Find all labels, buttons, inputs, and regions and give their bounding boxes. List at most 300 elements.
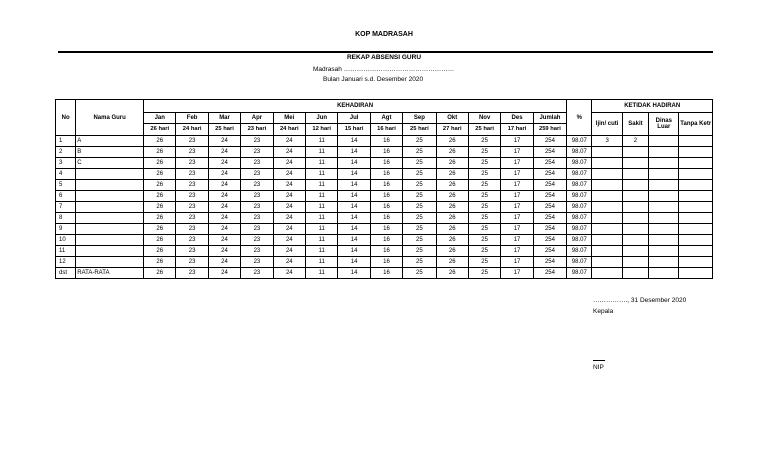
cell-value: 23 <box>176 169 208 180</box>
days-header: 23 hari <box>241 124 273 136</box>
cell-tanpa <box>679 180 713 191</box>
cell-value: 11 <box>306 136 338 147</box>
cell-ijin <box>592 169 622 180</box>
cell-no: 11 <box>56 246 76 257</box>
cell-pct: 98.07 <box>567 202 592 213</box>
cell-value: 24 <box>273 224 305 235</box>
table-row <box>56 191 713 202</box>
cell-tanpa <box>679 268 713 279</box>
cell-value: 11 <box>306 213 338 224</box>
header-kehadiran: KEHADIRAN <box>144 100 567 113</box>
cell-value: 25 <box>468 268 500 279</box>
cell-value: 16 <box>370 191 402 202</box>
cell-value: 26 <box>144 213 176 224</box>
cell-dinas <box>649 169 679 180</box>
cell-value: 254 <box>533 257 566 268</box>
cell-no: 1 <box>56 136 76 147</box>
cell-value: 254 <box>533 246 566 257</box>
cell-value: 26 <box>144 180 176 191</box>
cell-value: 23 <box>241 158 273 169</box>
cell-pct: 98.07 <box>567 136 592 147</box>
cell-value: 23 <box>241 224 273 235</box>
cell-ijin <box>592 235 622 246</box>
cell-value: 14 <box>338 202 370 213</box>
cell-value: 23 <box>176 191 208 202</box>
cell-value: 26 <box>144 136 176 147</box>
days-header: 15 hari <box>338 124 370 136</box>
cell-pct: 98.07 <box>567 169 592 180</box>
cell-value: 25 <box>403 180 436 191</box>
cell-no: dst <box>56 268 76 279</box>
header-nama-guru: Nama Guru <box>76 100 144 136</box>
cell-pct: 98.07 <box>567 180 592 191</box>
cell-value: 24 <box>208 147 240 158</box>
cell-value: 11 <box>306 169 338 180</box>
cell-value: 14 <box>338 246 370 257</box>
cell-value: 14 <box>338 158 370 169</box>
table-row <box>56 235 713 246</box>
cell-value: 11 <box>306 202 338 213</box>
cell-value: 26 <box>144 224 176 235</box>
cell-dinas <box>649 224 679 235</box>
days-header: 25 hari <box>468 124 500 136</box>
cell-value: 23 <box>241 147 273 158</box>
cell-value: 26 <box>144 169 176 180</box>
cell-sakit <box>622 202 648 213</box>
cell-value: 254 <box>533 268 566 279</box>
cell-value: 24 <box>273 257 305 268</box>
cell-value: 11 <box>306 246 338 257</box>
cell-value: 14 <box>338 169 370 180</box>
cell-dinas <box>649 213 679 224</box>
cell-value: 16 <box>370 235 402 246</box>
header-ketidak-hadiran: KETIDAK HADIRAN <box>592 100 713 113</box>
cell-no: 9 <box>56 224 76 235</box>
cell-value: 26 <box>436 235 468 246</box>
cell-value: 26 <box>436 169 468 180</box>
cell-value: 14 <box>338 235 370 246</box>
cell-value: 11 <box>306 257 338 268</box>
cell-value: 24 <box>208 136 240 147</box>
ketidak-header: Dinas Luar <box>649 113 679 136</box>
cell-ijin: 3 <box>592 136 622 147</box>
cell-no: 4 <box>56 169 76 180</box>
cell-dinas <box>649 180 679 191</box>
cell-value: 11 <box>306 191 338 202</box>
cell-ijin <box>592 224 622 235</box>
cell-value: 26 <box>436 202 468 213</box>
cell-value: 254 <box>533 180 566 191</box>
cell-value: 24 <box>208 268 240 279</box>
month-header: Feb <box>176 113 208 124</box>
cell-value: 17 <box>501 136 533 147</box>
cell-value: 25 <box>468 180 500 191</box>
header-no: No <box>56 100 76 136</box>
days-header: 25 hari <box>403 124 436 136</box>
cell-ijin <box>592 257 622 268</box>
cell-value: 26 <box>436 257 468 268</box>
month-header: Des <box>501 113 533 124</box>
cell-ijin <box>592 180 622 191</box>
cell-sakit <box>622 158 648 169</box>
cell-value: 25 <box>403 257 436 268</box>
cell-value: 254 <box>533 213 566 224</box>
cell-pct: 98.07 <box>567 158 592 169</box>
cell-value: 25 <box>468 136 500 147</box>
cell-value: 11 <box>306 180 338 191</box>
cell-dinas <box>649 202 679 213</box>
cell-pct: 98.07 <box>567 147 592 158</box>
cell-value: 24 <box>208 191 240 202</box>
cell-value: 16 <box>370 246 402 257</box>
cell-value: 23 <box>176 136 208 147</box>
cell-value: 16 <box>370 213 402 224</box>
cell-value: 24 <box>273 158 305 169</box>
days-header: 24 hari <box>176 124 208 136</box>
cell-nama <box>76 246 144 257</box>
cell-value: 25 <box>403 147 436 158</box>
cell-tanpa <box>679 235 713 246</box>
cell-no: 2 <box>56 147 76 158</box>
cell-value: 25 <box>403 136 436 147</box>
cell-value: 24 <box>208 169 240 180</box>
cell-value: 26 <box>144 235 176 246</box>
cell-value: 14 <box>338 191 370 202</box>
cell-value: 254 <box>533 224 566 235</box>
cell-ijin <box>592 191 622 202</box>
cell-dinas <box>649 268 679 279</box>
cell-value: 26 <box>436 213 468 224</box>
month-header: Jul <box>338 113 370 124</box>
cell-value: 17 <box>501 147 533 158</box>
madrasah-line: Madrasah …………………………………………… <box>313 66 455 73</box>
cell-value: 16 <box>370 257 402 268</box>
cell-value: 26 <box>436 147 468 158</box>
ketidak-header: Tanpa Ketr <box>679 113 713 136</box>
cell-pct: 98.07 <box>567 268 592 279</box>
table-row <box>56 257 713 268</box>
cell-value: 26 <box>144 147 176 158</box>
cell-no: 5 <box>56 180 76 191</box>
cell-sakit <box>622 235 648 246</box>
cell-value: 26 <box>144 191 176 202</box>
cell-tanpa <box>679 257 713 268</box>
cell-value: 26 <box>144 202 176 213</box>
cell-no: 10 <box>56 235 76 246</box>
table-row <box>56 169 713 180</box>
cell-nama <box>76 202 144 213</box>
cell-sakit <box>622 224 648 235</box>
cell-tanpa <box>679 136 713 147</box>
signature-line <box>593 360 605 361</box>
cell-value: 11 <box>306 158 338 169</box>
cell-dinas <box>649 246 679 257</box>
cell-value: 26 <box>436 158 468 169</box>
cell-value: 23 <box>176 224 208 235</box>
cell-sakit <box>622 180 648 191</box>
days-header: 26 hari <box>144 124 176 136</box>
cell-value: 24 <box>208 235 240 246</box>
cell-value: 11 <box>306 268 338 279</box>
cell-value: 23 <box>176 257 208 268</box>
cell-value: 23 <box>241 136 273 147</box>
cell-value: 23 <box>176 213 208 224</box>
cell-value: 23 <box>241 191 273 202</box>
cell-sakit <box>622 147 648 158</box>
month-header: Agt <box>370 113 402 124</box>
cell-sakit <box>622 191 648 202</box>
cell-nama: C <box>76 158 144 169</box>
cell-value: 25 <box>403 213 436 224</box>
cell-value: 25 <box>468 202 500 213</box>
cell-value: 25 <box>403 268 436 279</box>
cell-value: 24 <box>208 257 240 268</box>
cell-value: 26 <box>144 257 176 268</box>
cell-value: 24 <box>273 180 305 191</box>
cell-value: 26 <box>144 268 176 279</box>
cell-pct: 98.07 <box>567 191 592 202</box>
cell-value: 254 <box>533 169 566 180</box>
cell-no: 12 <box>56 257 76 268</box>
cell-value: 14 <box>338 257 370 268</box>
cell-nama <box>76 235 144 246</box>
cell-tanpa <box>679 224 713 235</box>
cell-value: 24 <box>273 169 305 180</box>
cell-value: 254 <box>533 147 566 158</box>
cell-value: 25 <box>403 169 436 180</box>
table-row <box>56 180 713 191</box>
cell-value: 26 <box>144 158 176 169</box>
cell-value: 254 <box>533 136 566 147</box>
cell-value: 17 <box>501 169 533 180</box>
cell-value: 26 <box>436 191 468 202</box>
cell-value: 254 <box>533 235 566 246</box>
table-row <box>56 202 713 213</box>
cell-value: 24 <box>273 213 305 224</box>
cell-value: 16 <box>370 169 402 180</box>
cell-pct: 98.07 <box>567 257 592 268</box>
cell-value: 25 <box>468 169 500 180</box>
cell-dinas <box>649 191 679 202</box>
month-header: Jun <box>306 113 338 124</box>
month-header: Okt <box>436 113 468 124</box>
cell-nama <box>76 169 144 180</box>
cell-value: 23 <box>241 169 273 180</box>
page-title: REKAP ABSENSI GURU <box>346 54 422 61</box>
month-header: Apr <box>241 113 273 124</box>
cell-value: 16 <box>370 180 402 191</box>
cell-value: 26 <box>436 136 468 147</box>
cell-value: 25 <box>468 257 500 268</box>
cell-sakit <box>622 169 648 180</box>
cell-ijin <box>592 158 622 169</box>
cell-value: 14 <box>338 180 370 191</box>
ketidak-header: Ijin/ cuti <box>592 113 622 136</box>
cell-value: 11 <box>306 147 338 158</box>
cell-value: 14 <box>338 224 370 235</box>
cell-value: 11 <box>306 224 338 235</box>
cell-value: 23 <box>176 246 208 257</box>
cell-value: 17 <box>501 224 533 235</box>
cell-value: 25 <box>403 224 436 235</box>
cell-value: 23 <box>241 246 273 257</box>
cell-value: 23 <box>241 235 273 246</box>
cell-sakit <box>622 246 648 257</box>
days-header: 17 hari <box>501 124 533 136</box>
cell-value: 25 <box>403 191 436 202</box>
cell-value: 23 <box>176 202 208 213</box>
table-row <box>56 246 713 257</box>
cell-dinas <box>649 235 679 246</box>
cell-value: 16 <box>370 158 402 169</box>
ketidak-header: Sakit <box>622 113 648 136</box>
signature-nip: NIP <box>593 364 604 371</box>
cell-value: 26 <box>436 180 468 191</box>
cell-sakit <box>622 268 648 279</box>
cell-value: 16 <box>370 224 402 235</box>
cell-value: 16 <box>370 202 402 213</box>
days-header: 259 hari <box>533 124 566 136</box>
cell-value: 23 <box>176 268 208 279</box>
cell-dinas <box>649 147 679 158</box>
cell-value: 26 <box>144 246 176 257</box>
cell-tanpa <box>679 213 713 224</box>
cell-value: 14 <box>338 147 370 158</box>
cell-value: 24 <box>273 246 305 257</box>
cell-tanpa <box>679 169 713 180</box>
cell-value: 17 <box>501 235 533 246</box>
cell-pct: 98.07 <box>567 246 592 257</box>
table-row <box>56 158 713 169</box>
cell-value: 17 <box>501 191 533 202</box>
cell-no: 7 <box>56 202 76 213</box>
cell-ijin <box>592 246 622 257</box>
cell-value: 26 <box>436 224 468 235</box>
cell-value: 23 <box>241 213 273 224</box>
month-header: Mar <box>208 113 240 124</box>
cell-value: 16 <box>370 147 402 158</box>
days-header: 25 hari <box>208 124 240 136</box>
cell-value: 24 <box>208 158 240 169</box>
cell-no: 3 <box>56 158 76 169</box>
cell-value: 24 <box>273 191 305 202</box>
cell-nama: B <box>76 147 144 158</box>
cell-value: 24 <box>273 235 305 246</box>
cell-value: 17 <box>501 246 533 257</box>
month-header: Jumlah <box>533 113 566 124</box>
cell-value: 25 <box>403 158 436 169</box>
cell-value: 26 <box>436 246 468 257</box>
cell-nama: RATA-RATA <box>76 268 144 279</box>
cell-sakit <box>622 213 648 224</box>
cell-tanpa <box>679 147 713 158</box>
cell-value: 23 <box>176 147 208 158</box>
cell-value: 25 <box>468 191 500 202</box>
table-row <box>56 224 713 235</box>
cell-value: 254 <box>533 158 566 169</box>
days-header: 24 hari <box>273 124 305 136</box>
cell-value: 23 <box>241 202 273 213</box>
cell-nama <box>76 213 144 224</box>
cell-value: 24 <box>208 202 240 213</box>
cell-value: 17 <box>501 202 533 213</box>
cell-nama <box>76 224 144 235</box>
cell-value: 25 <box>403 246 436 257</box>
cell-tanpa <box>679 202 713 213</box>
cell-value: 24 <box>273 147 305 158</box>
cell-value: 25 <box>468 147 500 158</box>
cell-no: 6 <box>56 191 76 202</box>
table-row <box>56 147 713 158</box>
cell-value: 23 <box>176 235 208 246</box>
cell-nama: A <box>76 136 144 147</box>
cell-ijin <box>592 213 622 224</box>
cell-value: 14 <box>338 268 370 279</box>
signature-date: ……………., 31 Desember 2020 <box>593 297 687 304</box>
header-pct: % <box>567 100 592 136</box>
cell-dinas <box>649 158 679 169</box>
cell-sakit <box>622 257 648 268</box>
days-header: 16 hari <box>370 124 402 136</box>
cell-nama <box>76 257 144 268</box>
cell-tanpa <box>679 158 713 169</box>
cell-value: 25 <box>468 213 500 224</box>
table-row <box>56 136 713 147</box>
cell-value: 25 <box>403 202 436 213</box>
cell-value: 14 <box>338 213 370 224</box>
cell-value: 11 <box>306 235 338 246</box>
cell-value: 14 <box>338 136 370 147</box>
cell-value: 23 <box>241 257 273 268</box>
month-header: Mei <box>273 113 305 124</box>
month-header: Sep <box>403 113 436 124</box>
cell-dinas <box>649 257 679 268</box>
cell-value: 23 <box>176 158 208 169</box>
cell-tanpa <box>679 191 713 202</box>
cell-no: 8 <box>56 213 76 224</box>
cell-value: 24 <box>208 246 240 257</box>
kop-madrasah: KOP MADRASAH <box>355 31 413 38</box>
days-header: 12 hari <box>306 124 338 136</box>
cell-value: 24 <box>273 268 305 279</box>
cell-ijin <box>592 147 622 158</box>
cell-value: 25 <box>468 235 500 246</box>
cell-value: 25 <box>468 158 500 169</box>
signature-kepala: Kepala <box>593 308 614 315</box>
cell-value: 24 <box>208 180 240 191</box>
month-header: Jan <box>144 113 176 124</box>
cell-value: 25 <box>403 235 436 246</box>
cell-nama <box>76 191 144 202</box>
cell-value: 17 <box>501 158 533 169</box>
cell-value: 16 <box>370 136 402 147</box>
cell-nama <box>76 180 144 191</box>
month-header: Nov <box>468 113 500 124</box>
bulan-line: Bulan Januari s.d. Desember 2020 <box>323 76 424 83</box>
cell-value: 24 <box>273 202 305 213</box>
cell-sakit: 2 <box>622 136 648 147</box>
cell-value: 23 <box>241 268 273 279</box>
cell-tanpa <box>679 246 713 257</box>
days-header: 27 hari <box>436 124 468 136</box>
table-row <box>56 268 713 279</box>
attendance-table <box>55 99 713 279</box>
header-rule <box>58 51 713 53</box>
cell-value: 17 <box>501 268 533 279</box>
cell-ijin <box>592 202 622 213</box>
cell-value: 24 <box>208 213 240 224</box>
cell-value: 17 <box>501 257 533 268</box>
